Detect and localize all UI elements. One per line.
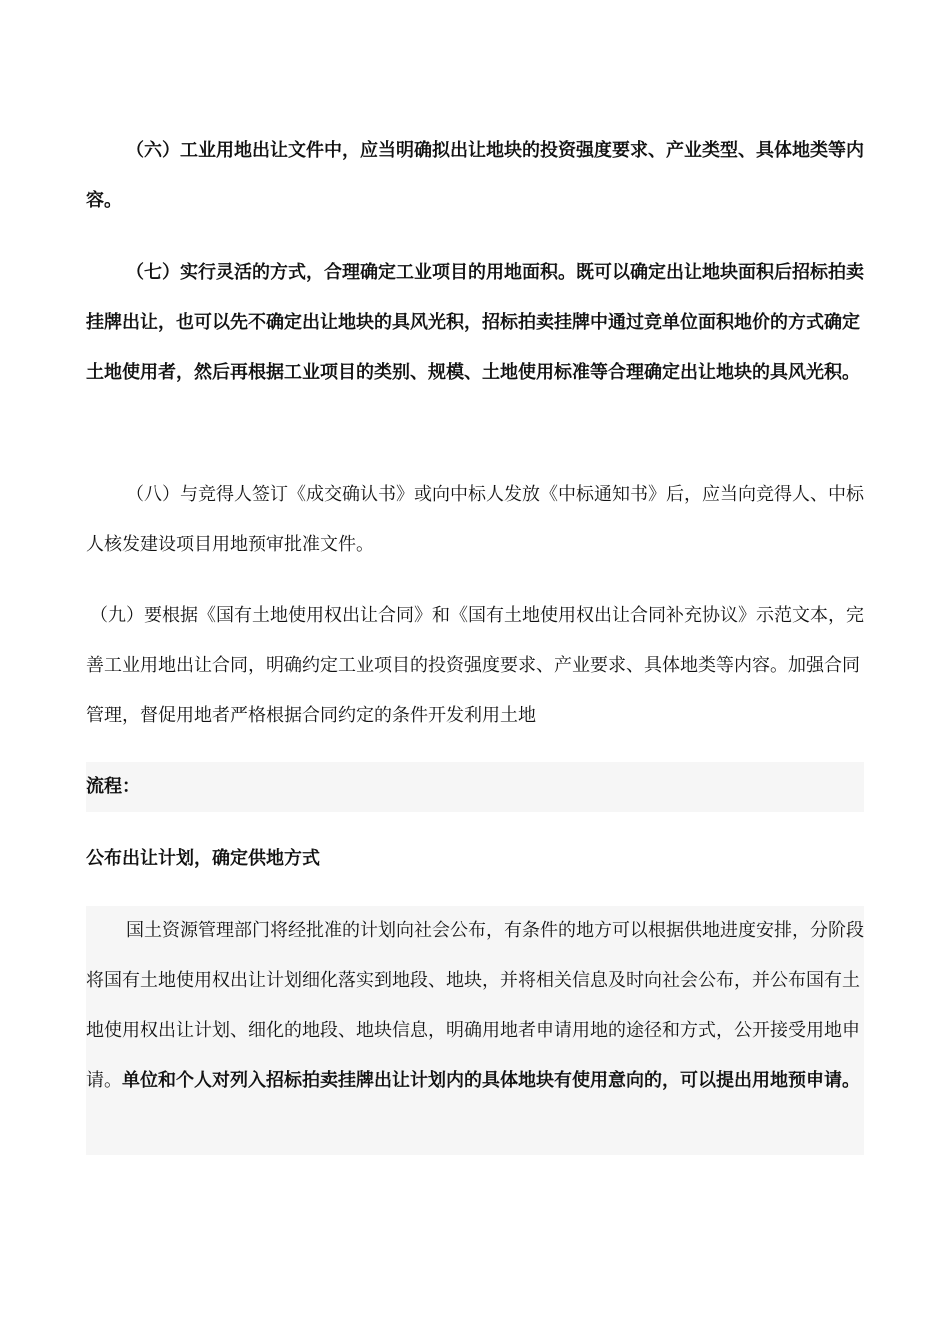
section-body-bold-text: 单位和个人对列入招标拍卖挂牌出让计划内的具体地块有使用意向的，可以提出用地预申请。 xyxy=(122,1070,860,1091)
paragraph-eight: （八）与竞得人签订《成交确认书》或向中标人发放《中标通知书》后，应当向竞得人、中标人核发建设项目用地预审批准文件。 xyxy=(86,484,864,555)
section-body xyxy=(86,906,864,1155)
paragraph-six: （六）工业用地出让文件中，应当明确拟出让地块的投资强度要求、产业类型、具体地类等内容。 xyxy=(86,140,864,211)
section-heading: 公布出让计划，确定供地方式 xyxy=(86,848,320,869)
paragraph-nine: （九）要根据《国有土地使用权出让合同》和《国有土地使用权出让合同补充协议》示范文本，完善工业用地出让合同，明确约定工业项目的投资强度要求、产业要求、具体地类等内容。加强合同管理，督促用地者严格根据合同约定的条件开发利用土地 xyxy=(86,605,864,726)
flow-heading: 流程： xyxy=(86,762,864,812)
section-body-text: 国土资源管理部门将经批准的计划向社会公布，有条件的地方可以根据供地进度安排，分阶段将国有土地使用权出让计划细化落实到地段、地块，并将相关信息及时向社会公布，并公布国有土地使用权出让计划、细化的地段、地块信息，明确用地者申请用地的途径和方式，公开接受用地申请。 xyxy=(86,920,864,1091)
paragraph-seven: （七）实行灵活的方式，合理确定工业项目的用地面积。既可以确定出让地块面积后招标拍卖挂牌出让，也可以先不确定出让地块的具风光积，招标拍卖挂牌中通过竞单位面积地价的方式确定土地使用者，然后再根据工业项目的类别、规模、土地使用标准等合理确定出让地块的具风光积。 xyxy=(86,262,864,383)
